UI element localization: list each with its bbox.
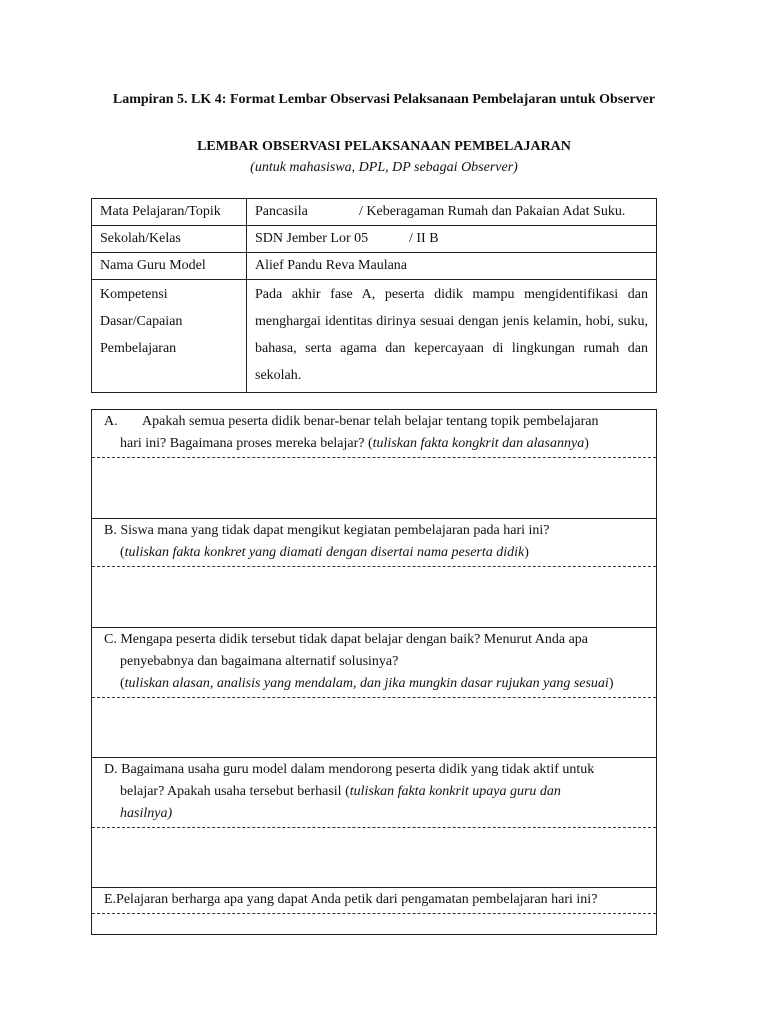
class-name: / II B (409, 231, 439, 246)
answer-area-c[interactable] (92, 698, 656, 758)
appendix-heading: Lampiran 5. LK 4: Format Lembar Observasi Pelaksanaan Pembelajaran untuk Observer (112, 92, 656, 107)
competence-text: Pada akhir fase A, peserta didik mampu mengidentifikasi dan menghargai identitas dirinya sesuai dengan jenis kelamin, hobi, suku, bahasa, serta agama dan kepercayaan di lingkungan rumah dan sekolah. (247, 280, 657, 393)
table-row (92, 253, 657, 280)
answer-area-e[interactable] (92, 914, 656, 934)
school-class-value (247, 226, 657, 253)
teacher-value: Alief Pandu Reva Maulana (247, 253, 657, 280)
observation-questions (91, 409, 657, 935)
subject-name: Pancasila (255, 204, 308, 219)
competence-label-line: Kompetensi (100, 287, 168, 302)
question-a (92, 410, 656, 458)
question-d-line2: belajar? Apakah usaha tersebut berhasil (tuliskan fakta konkrit upaya guru dan (120, 784, 561, 799)
question-b (92, 519, 656, 567)
subject-value (247, 199, 657, 226)
question-c-line2: penyebabnya dan bagaimana alternatif solusinya? (120, 654, 399, 669)
question-b-line1: B. Siswa mana yang tidak dapat mengikut kegiatan pembelajaran pada hari ini? (104, 523, 550, 538)
competence-label-line: Dasar/Capaian (100, 314, 183, 329)
table-row (92, 226, 657, 253)
question-d (92, 758, 656, 828)
school-class-label: Sekolah/Kelas (92, 226, 247, 253)
teacher-label: Nama Guru Model (92, 253, 247, 280)
question-c (92, 628, 656, 698)
lesson-info-table (91, 198, 657, 393)
answer-area-a[interactable] (92, 458, 656, 519)
question-a-line1: A. Apakah semua peserta didik benar-benar telah belajar tentang topik pembelajaran (104, 414, 599, 429)
topic-name: / Keberagaman Rumah dan Pakaian Adat Suku. (359, 204, 626, 219)
question-e (92, 888, 656, 914)
question-d-line3: hasilnya) (120, 806, 173, 821)
question-e-line1: E.Pelajaran berharga apa yang dapat Anda petik dari pengamatan pembelajaran hari ini? (104, 892, 598, 907)
question-b-line2: (tuliskan fakta konkret yang diamati dengan disertai nama peserta didik) (120, 545, 529, 560)
question-a-line2: hari ini? Bagaimana proses mereka belajar? (tuliskan fakta kongkrit dan alasannya) (120, 436, 589, 451)
table-row (92, 199, 657, 226)
form-subtitle: (untuk mahasiswa, DPL, DP sebagai Observer) (250, 160, 518, 175)
answer-area-d[interactable] (92, 828, 656, 888)
question-c-line3: (tuliskan alasan, analisis yang mendalam, dan jika mungkin dasar rujukan yang sesuai) (120, 676, 614, 691)
school-name: SDN Jember Lor 05 (255, 231, 369, 246)
question-c-line1: C. Mengapa peserta didik tersebut tidak dapat belajar dengan baik? Menurut Anda apa (104, 632, 588, 647)
form-title: LEMBAR OBSERVASI PELAKSANAAN PEMBELAJARAN (197, 139, 571, 154)
subject-label: Mata Pelajaran/Topik (92, 199, 247, 226)
table-row (92, 280, 657, 393)
answer-area-b[interactable] (92, 567, 656, 628)
competence-label-line: Pembelajaran (100, 341, 177, 356)
question-d-line1: D. Bagaimana usaha guru model dalam mendorong peserta didik yang tidak aktif untuk (104, 762, 595, 777)
competence-label (92, 280, 247, 393)
